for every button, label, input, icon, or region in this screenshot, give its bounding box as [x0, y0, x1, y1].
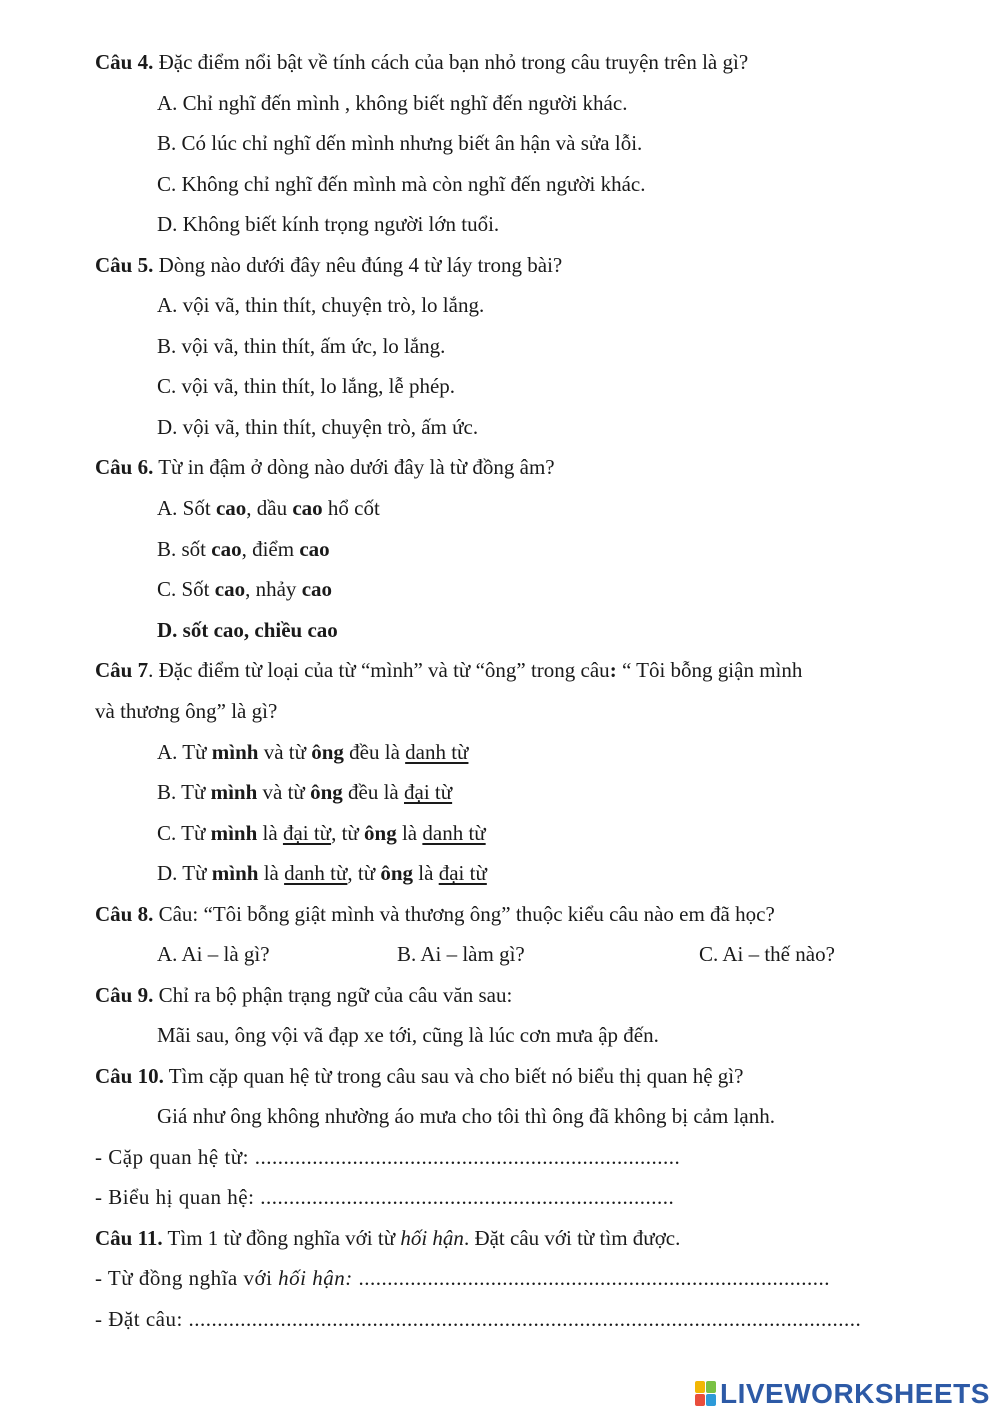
liveworksheets-logo: [695, 1377, 990, 1411]
question-6-option-a: A. Sốt cao, dầu cao hổ cốt: [157, 496, 380, 520]
question-7-option-c: C. Từ mình là đại từ, từ ông là danh từ: [157, 821, 486, 845]
question-10-answer-relation[interactable]: - Biểu hị quan hệ: ........................................................................: [95, 1185, 675, 1209]
question-11-answer-sentence[interactable]: - Đặt câu: .....................................................................................................................: [95, 1307, 862, 1331]
question-4-text: Đặc điểm nổi bật về tính cách của bạn nhỏ trong câu truyện trên là gì?: [153, 50, 749, 74]
question-6-label: Câu 6.: [95, 455, 154, 479]
question-4-option-c: C. Không chỉ nghĩ đến mình mà còn nghĩ đến người khác.: [157, 172, 646, 196]
question-7-continued: và thương ông” là gì?: [95, 699, 278, 723]
question-10-text: Tìm cặp quan hệ từ trong câu sau và cho biết nó biểu thị quan hệ gì?: [163, 1064, 744, 1088]
question-8-text: Câu: “Tôi bỗng giật mình và thương ông” thuộc kiểu câu nào em đã học?: [153, 902, 775, 926]
question-6-option-c: C. Sốt cao, nhảy cao: [157, 577, 333, 601]
question-9-text: Chỉ ra bộ phận trạng ngữ của câu văn sau:: [153, 983, 513, 1007]
question-7-option-a: A. Từ mình và từ ông đều là danh từ: [157, 740, 469, 764]
question-7-option-b: B. Từ mình và từ ông đều là đại từ: [157, 780, 453, 804]
question-8: [95, 902, 775, 926]
question-9: [95, 983, 512, 1007]
question-6: [95, 455, 555, 479]
question-11: Câu 11. Tìm 1 từ đồng nghĩa với từ hối hận. Đặt câu với từ tìm được.: [95, 1226, 681, 1250]
question-7-label: Câu 7: [95, 658, 149, 682]
question-5-label: Câu 5.: [95, 253, 154, 277]
question-5-option-b: B. vội vã, thin thít, ấm ức, lo lắng.: [157, 334, 446, 358]
question-6-option-d: D. sốt cao, chiều cao: [157, 618, 338, 642]
question-8-option-b: B. Ai – làm gì?: [397, 942, 525, 966]
question-10-label: Câu 10.: [95, 1064, 164, 1088]
question-8-option-a: A. Ai – là gì?: [157, 942, 270, 966]
question-10-answer-pair[interactable]: - Cặp quan hệ từ: ..........................................................................: [95, 1145, 681, 1169]
question-4-option-a: A. Chỉ nghĩ đến mình , không biết nghĩ đến người khác.: [157, 91, 628, 115]
question-5-text: Dòng nào dưới đây nêu đúng 4 từ láy trong bài?: [153, 253, 563, 277]
question-9-sentence: Mãi sau, ông vội vã đạp xe tới, cũng là lúc cơn mưa ập đến.: [157, 1023, 659, 1047]
question-4-option-d: D. Không biết kính trọng người lớn tuổi.: [157, 212, 500, 236]
question-4: [95, 50, 748, 74]
question-10: [95, 1064, 743, 1088]
question-4-option-b: B. Có lúc chỉ nghĩ dến mình nhưng biết ân hận và sửa lỗi.: [157, 131, 643, 155]
liveworksheets-mark-icon: [695, 1381, 717, 1407]
question-5: [95, 253, 562, 277]
question-9-label: Câu 9.: [95, 983, 154, 1007]
question-4-label: Câu 4.: [95, 50, 154, 74]
question-6-text: Từ in đậm ở dòng nào dưới đây là từ đồng âm?: [153, 455, 555, 479]
question-10-sentence: Giá như ông không nhường áo mưa cho tôi thì ông đã không bị cảm lạnh.: [157, 1104, 775, 1128]
question-5-option-a: A. vội vã, thin thít, chuyện trò, lo lắng.: [157, 293, 485, 317]
question-5-option-d: D. vội vã, thin thít, chuyện trò, ấm ức.: [157, 415, 479, 439]
question-6-option-b: B. sốt cao, điểm cao: [157, 537, 330, 561]
question-5-option-c: C. vội vã, thin thít, lo lắng, lễ phép.: [157, 374, 456, 398]
question-8-label: Câu 8.: [95, 902, 154, 926]
question-8-option-c: C. Ai – thế nào?: [699, 942, 835, 966]
liveworksheets-brand: LIVEWORKSHEETS: [720, 1378, 990, 1409]
question-11-answer-synonym[interactable]: - Từ đồng nghĩa với hối hận: ..................................................................................: [95, 1266, 830, 1290]
question-11-label: Câu 11.: [95, 1226, 163, 1250]
question-7: Câu 7. Đặc điểm từ loại của từ “mình” và từ “ông” trong câu: “ Tôi bỗng giận mình: [95, 658, 803, 682]
question-7-option-d: D. Từ mình là danh từ, từ ông là đại từ: [157, 861, 487, 885]
